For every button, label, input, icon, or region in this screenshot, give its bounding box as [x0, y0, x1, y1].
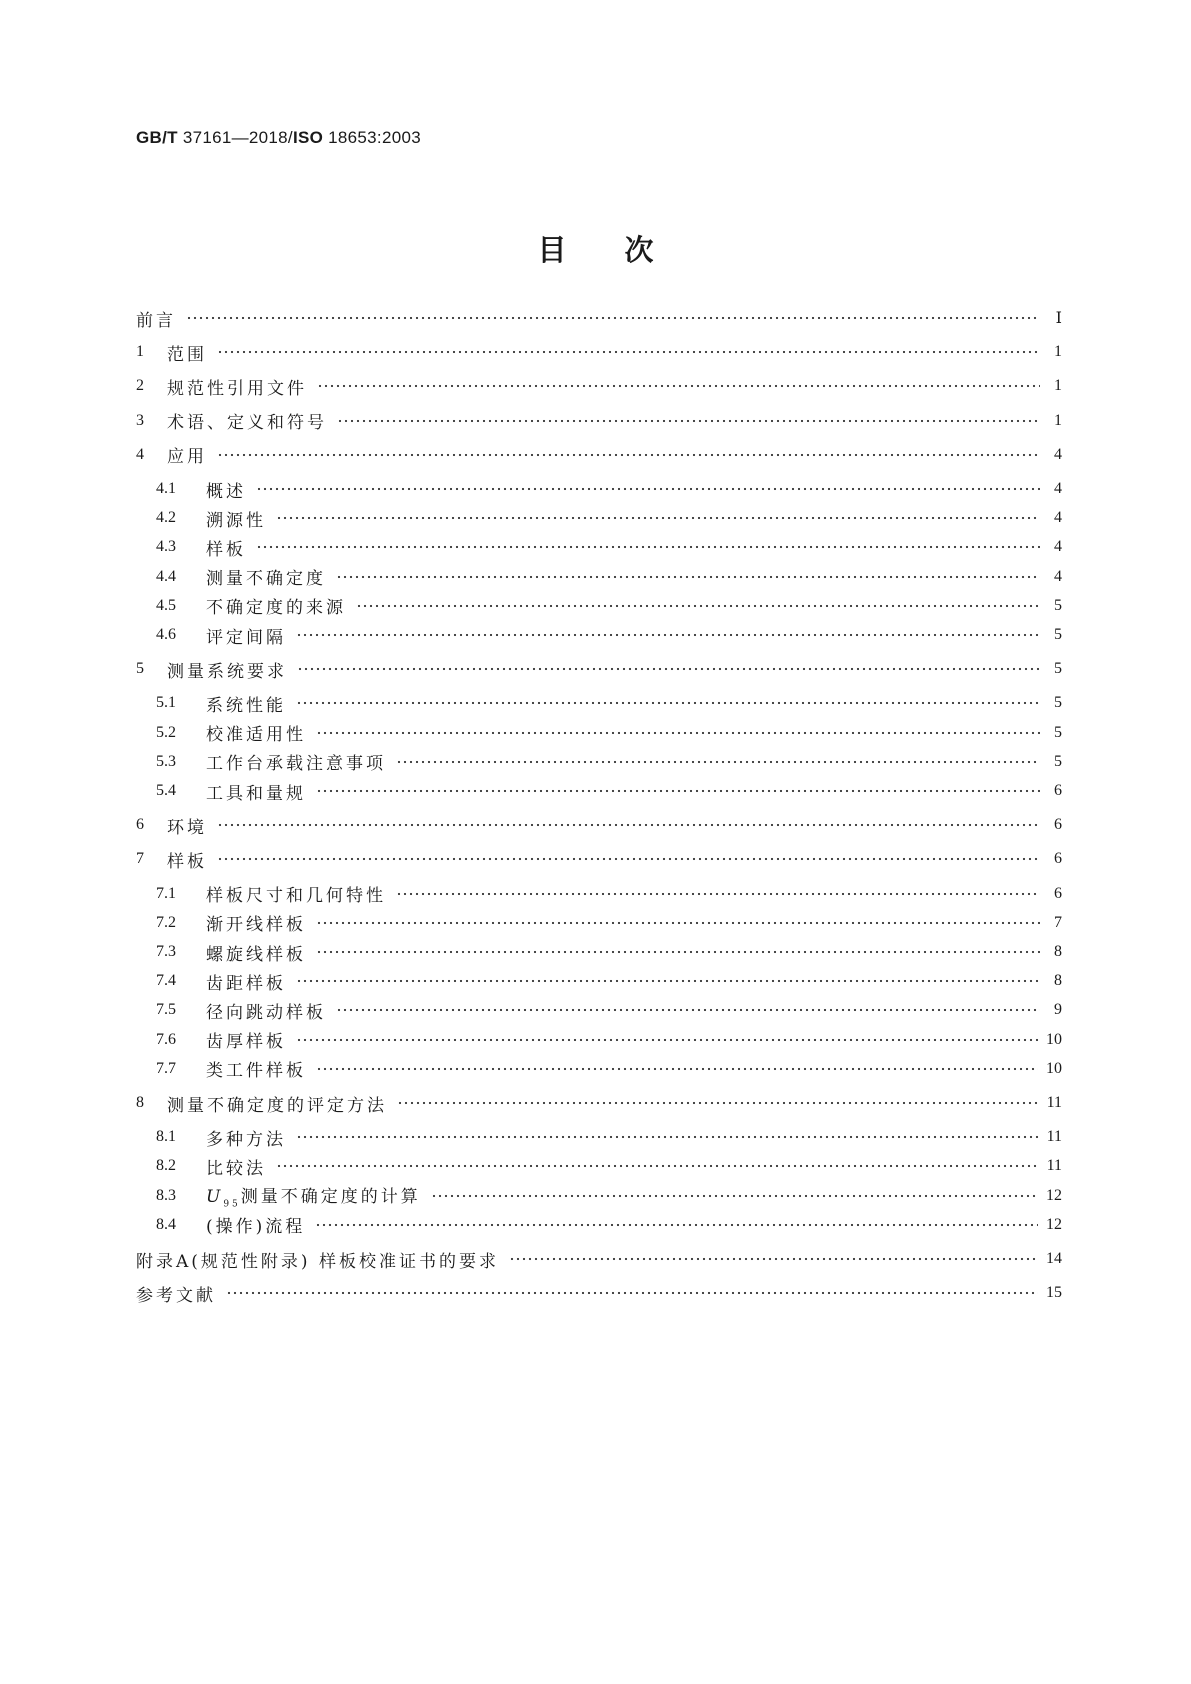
toc-entry-page: 4 [1054, 445, 1062, 463]
toc-entry-page: 14 [1046, 1250, 1062, 1267]
toc-entry[interactable] [156, 533, 1062, 561]
toc-entry-page: 5 [1054, 596, 1062, 614]
toc-leader-dots [226, 1288, 1038, 1298]
toc-entry-title: 规范性引用文件 [167, 378, 307, 399]
toc-entry-page: 4 [1054, 567, 1062, 585]
standard-code [136, 128, 421, 148]
toc-entry-title: 样板 [167, 851, 207, 872]
toc-entry-number: 8.3 [156, 1186, 176, 1204]
toc-leader-dots [396, 757, 1040, 767]
toc-entry[interactable] [136, 811, 1062, 839]
toc-entry-number: 8.4 [156, 1215, 176, 1233]
toc-entry-title: 样板尺寸和几何特性 [206, 886, 386, 907]
toc-entry-page: 5 [1054, 660, 1062, 678]
toc-entry[interactable] [156, 748, 1062, 776]
toc-entry-number: 7 [136, 850, 144, 868]
toc-entry-number: 5.2 [156, 723, 176, 741]
standard-code-iso: ISO [292, 128, 324, 147]
toc-entry[interactable] [136, 372, 1062, 400]
toc-entry-page: 12 [1046, 1186, 1062, 1204]
toc-entry-number: 5.3 [156, 752, 176, 770]
toc-leader-dots [336, 572, 1040, 582]
toc-entry-number: 7.1 [156, 884, 176, 902]
toc-leader-dots [316, 786, 1040, 796]
toc-entry-page: 11 [1046, 1094, 1062, 1111]
toc-leader-dots [256, 484, 1040, 494]
toc-entry-page: 6 [1054, 816, 1062, 834]
toc-leader-dots [397, 1098, 1039, 1108]
toc-entry[interactable] [136, 304, 1062, 332]
toc-entry[interactable] [136, 338, 1062, 366]
toc-entry-title: 径向跳动样板 [206, 1002, 326, 1023]
toc-entry-page: 6 [1054, 884, 1062, 902]
toc-entry[interactable] [156, 563, 1062, 591]
toc-entry-page: 5 [1054, 723, 1062, 741]
toc-leader-dots [337, 416, 1040, 426]
toc-entry-number: 7.5 [156, 1001, 176, 1019]
toc-entry-number: 8 [136, 1094, 144, 1111]
toc-leader-dots [296, 1035, 1038, 1045]
toc-entry-title: 齿厚样板 [206, 1032, 286, 1053]
toc-leader-dots [317, 381, 1040, 391]
toc-entry-number: 4.5 [156, 596, 176, 614]
toc-leader-dots [256, 542, 1040, 552]
page-title: 目次 [537, 233, 712, 267]
standard-code-number: 37161—2018/ [177, 128, 293, 147]
toc-leader-dots [217, 820, 1040, 830]
toc-entry-title: 范围 [167, 344, 207, 365]
toc-entry[interactable] [156, 967, 1062, 995]
toc-entry-title: 概述 [206, 481, 246, 502]
toc-entry-title: 系统性能 [206, 695, 286, 716]
toc-entry-page: 6 [1054, 850, 1062, 868]
toc-entry-title: 螺旋线样板 [206, 944, 306, 965]
toc-entry-number: 5.4 [156, 782, 176, 799]
toc-leader-dots [217, 854, 1040, 864]
toc-entry-title: 测量不确定度 [206, 569, 326, 590]
toc-leader-dots [296, 976, 1040, 986]
toc-entry[interactable] [156, 996, 1062, 1024]
toc-entry[interactable] [156, 938, 1062, 966]
toc-leader-dots [217, 347, 1040, 357]
toc-entry[interactable] [156, 1152, 1062, 1180]
toc-entry-number: 7.7 [156, 1059, 176, 1077]
toc-entry[interactable] [156, 909, 1062, 937]
toc-entry[interactable] [136, 1279, 1062, 1307]
toc-entry-page: 12 [1046, 1215, 1062, 1233]
toc-entry-page: 15 [1046, 1284, 1062, 1302]
toc-entry[interactable] [156, 1182, 1062, 1210]
toc-entry-number: 4.4 [156, 567, 176, 585]
toc-entry-page: 8 [1054, 972, 1062, 990]
toc-leader-dots [315, 1220, 1038, 1230]
toc-entry-title: 前言 [136, 310, 176, 331]
toc-leader-dots [217, 450, 1040, 460]
toc-entry-number: 7.2 [156, 913, 176, 931]
toc-entry-page: 8 [1054, 943, 1062, 960]
toc-entry-number: 4 [136, 445, 144, 463]
toc-entry-number: 7.6 [156, 1030, 176, 1048]
toc-entry-number: 8.1 [156, 1128, 176, 1146]
toc-entry-page: 10 [1046, 1030, 1062, 1048]
toc-entry[interactable] [156, 880, 1062, 908]
toc-entry-page: 11 [1046, 1157, 1062, 1175]
toc-leader-dots [316, 918, 1040, 928]
toc-entry[interactable] [136, 407, 1062, 435]
toc-leader-dots [356, 601, 1040, 611]
toc-entry-title: 不确定度的来源 [206, 598, 346, 619]
toc-entry-number: 7.3 [156, 943, 176, 960]
toc-entry-number: 5.1 [156, 694, 176, 712]
toc-entry-page: 1 [1054, 343, 1062, 361]
toc-entry-title: 多种方法 [206, 1129, 286, 1150]
toc-leader-dots [336, 1005, 1040, 1015]
toc-entry-number: 4.1 [156, 480, 176, 497]
toc-entry[interactable] [156, 504, 1062, 532]
toc-leader-dots [296, 1132, 1039, 1142]
toc-leader-dots [316, 947, 1040, 957]
toc-leader-dots [316, 728, 1040, 738]
toc-entry-page: 6 [1054, 782, 1062, 799]
toc-entry-page: 7 [1054, 913, 1062, 931]
toc-entry[interactable] [136, 655, 1062, 683]
toc-entry-page: 11 [1046, 1128, 1062, 1146]
toc-leader-dots [276, 1161, 1039, 1171]
toc-entry-title: 术语、定义和符号 [167, 413, 327, 434]
toc-entry[interactable] [156, 621, 1062, 649]
toc-entry-number: 4.2 [156, 509, 176, 527]
toc-entry[interactable] [156, 1026, 1062, 1054]
toc-entry-title: 溯源性 [206, 510, 266, 531]
toc-leader-dots [296, 630, 1040, 640]
toc-entry-number: 4.3 [156, 538, 176, 556]
toc-entry-page: 4 [1054, 538, 1062, 556]
toc-leader-dots [296, 698, 1040, 708]
toc-entry[interactable] [156, 475, 1062, 503]
toc-entry-title: 参考文献 [136, 1285, 216, 1306]
toc-entry-page: 10 [1046, 1059, 1062, 1077]
toc-entry-number: 4.6 [156, 626, 176, 643]
toc-entry-title: (操作)流程 [206, 1217, 306, 1238]
toc-entry-title: 样板 [206, 539, 246, 560]
toc-leader-dots [509, 1254, 1038, 1264]
toc-entry-title: 比较法 [206, 1158, 266, 1179]
toc-entry-number: 5 [136, 660, 144, 678]
toc-entry-page: 1 [1054, 411, 1062, 429]
toc-entry-title: 校准适用性 [206, 725, 306, 746]
toc-entry-title: 渐开线样板 [206, 915, 306, 936]
toc-entry-title: $U_{95}$测量不确定度的计算 [206, 1186, 421, 1210]
toc-entry-number: 6 [136, 816, 144, 834]
toc-entry-title: 类工件样板 [206, 1061, 306, 1082]
toc-entry[interactable] [156, 1211, 1062, 1239]
toc-entry-title: 齿距样板 [206, 973, 286, 994]
toc-entry[interactable] [136, 1089, 1062, 1117]
toc-entry-number: 7.4 [156, 972, 176, 990]
toc-leader-dots [276, 513, 1040, 523]
toc-entry[interactable] [156, 689, 1062, 717]
toc-entry-page: Ⅰ [1055, 310, 1062, 327]
toc-entry-page: 5 [1054, 752, 1062, 770]
toc-entry-number: 3 [136, 411, 144, 429]
toc-entry[interactable] [156, 719, 1062, 747]
toc-leader-dots [431, 1191, 1038, 1201]
toc-leader-dots [396, 889, 1040, 899]
toc-entry[interactable] [156, 777, 1062, 805]
toc-entry[interactable] [156, 592, 1062, 620]
toc-entry[interactable] [136, 1245, 1062, 1273]
toc-entry-title: 评定间隔 [206, 627, 286, 648]
toc-entry[interactable] [136, 441, 1062, 469]
toc-entry-page: 5 [1054, 626, 1062, 643]
toc-entry-title: 环境 [167, 817, 207, 838]
toc-entry-title: 应用 [167, 447, 207, 468]
toc-leader-dots [316, 1064, 1038, 1074]
toc-entry-page: 4 [1054, 509, 1062, 527]
standard-code-gbt: GB/T [136, 128, 178, 147]
toc-entry-page: 4 [1054, 480, 1062, 497]
toc-entry-page: 5 [1054, 694, 1062, 712]
toc-entry-number: 1 [136, 343, 144, 361]
toc-entry-number: 8.2 [156, 1157, 176, 1175]
toc-entry-number: 2 [136, 377, 144, 395]
toc-entry-title: 工具和量规 [206, 783, 306, 804]
standard-code-iso-number: 18653:2003 [323, 128, 421, 147]
toc-entry[interactable] [156, 1055, 1062, 1083]
toc-leader-dots [297, 664, 1040, 674]
toc-entry-title: 工作台承载注意事项 [206, 754, 386, 775]
toc-entry-page: 9 [1054, 1001, 1062, 1019]
toc-entry-page: 1 [1054, 377, 1062, 395]
toc-leader-dots [186, 313, 1040, 323]
toc-entry[interactable] [136, 845, 1062, 873]
toc-entry-title: 附录A(规范性附录) 样板校准证书的要求 [136, 1251, 499, 1272]
toc-entry-title: 测量不确定度的评定方法 [167, 1095, 387, 1116]
toc-entry-title: 测量系统要求 [167, 661, 287, 682]
toc-entry[interactable] [156, 1123, 1062, 1151]
u95-symbol: $U_{95}$ [206, 1186, 241, 1210]
